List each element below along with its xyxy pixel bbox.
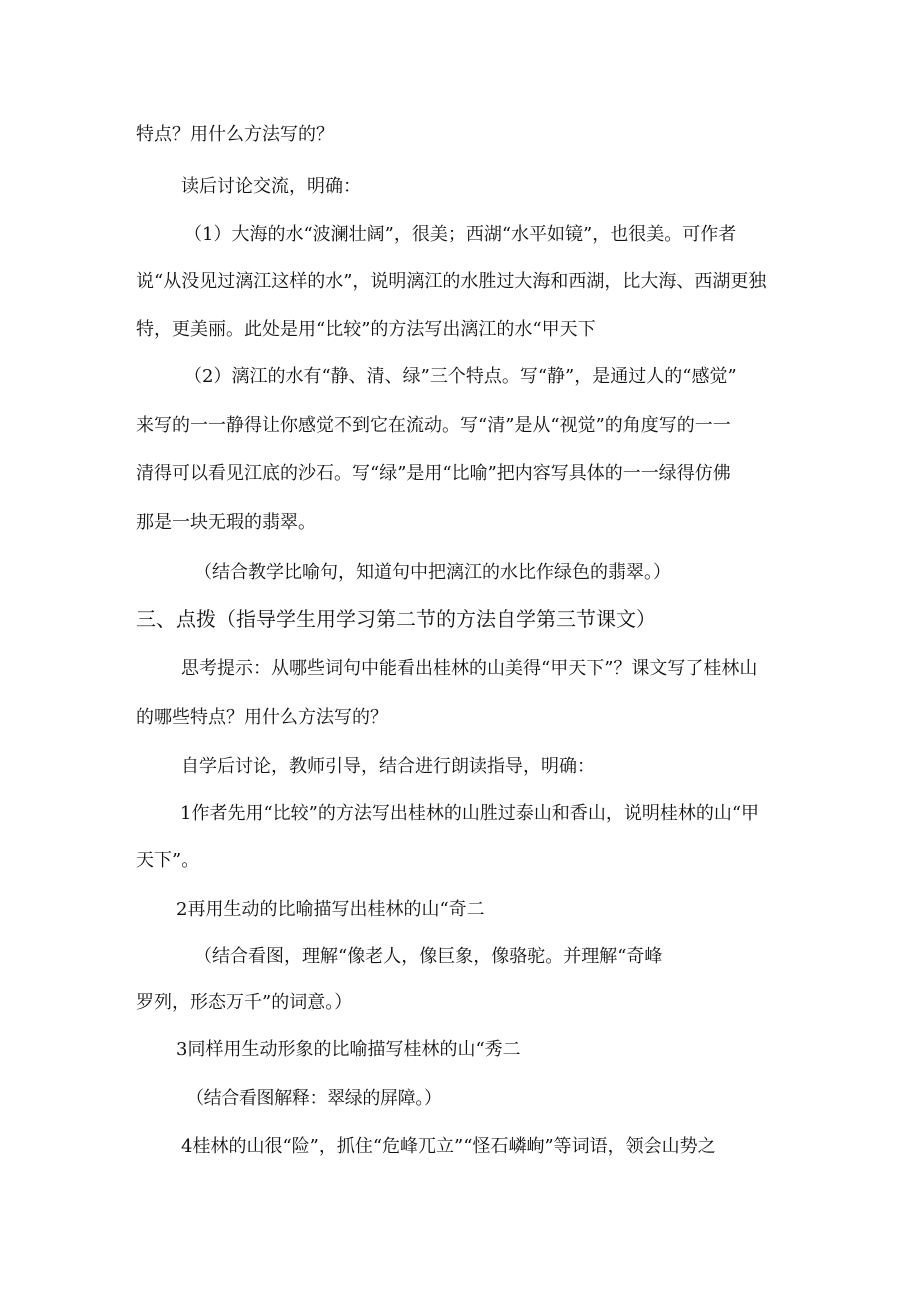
line-text: 清得可以看见江底的沙石。写“绿”是用“比喻”把内容写具体的一一绿得仿佛 xyxy=(136,463,731,484)
line-text: 4桂林的山很“险”，抓住“危峰兀立”“怪石嶙峋”等词语，领会山势之 xyxy=(181,1136,716,1157)
line-text: 那是一块无瑕的翡翠。 xyxy=(136,512,316,533)
line-text: 的哪些特点？用什么方法写的？ xyxy=(136,707,388,728)
line-text: 天下”。 xyxy=(136,850,200,871)
line-text: 特点？用什么方法写的？ xyxy=(136,124,334,145)
line-text: 2再用生动的比喻描写出桂林的山“奇二 xyxy=(176,899,485,920)
line-text: 3同样用生动形象的比喻描写桂林的山“秀二 xyxy=(176,1039,521,1060)
line-text: 1作者先用“比较”的方法写出桂林的山胜过泰山和香山，说明桂林的山“甲 xyxy=(180,803,760,824)
line-text: 自学后讨论，教师引导，结合进行朗读指导，明确： xyxy=(181,756,595,777)
line-text: 思考提示：从哪些词句中能看出桂林的山美得“甲天下”？课文写了桂林山 xyxy=(181,658,758,679)
line-text: 特，更美丽。此处是用“比较”的方法写出漓江的水“甲天下 xyxy=(136,319,596,340)
line-text: （结合看图，理解“像老人，像巨象，像骆驼。并理解“奇峰 xyxy=(194,946,663,967)
line-text: （结合看图解释：翠绿的屏障。） xyxy=(186,1088,442,1109)
line-text: （结合教学比喻句，知道句中把漓江的水比作绿色的翡翠。） xyxy=(194,562,671,583)
line-text: 说“从没见过漓江这样的水”，说明漓江的水胜过大海和西湖，比大海、西湖更独 xyxy=(136,271,767,292)
line-text: （1）大海的水“波澜壮阔”，很美；西湖“水平如镜”，也很美。可作者 xyxy=(184,224,737,245)
section-heading-text: 三、点拨（指导学生用学习第二节的方法自学第三节课文） xyxy=(136,607,656,631)
line-text: 罗列，形态万千”的词意。） xyxy=(136,992,353,1013)
line-text: 来写的一一静得让你感觉不到它在流动。写“清”是从“视觉”的角度写的一一 xyxy=(136,415,731,436)
line-text: 读后讨论交流，明确： xyxy=(181,176,361,197)
line-text: （2）漓江的水有“静、清、绿”三个特点。写“静”，是通过人的“感觉” xyxy=(184,366,737,387)
